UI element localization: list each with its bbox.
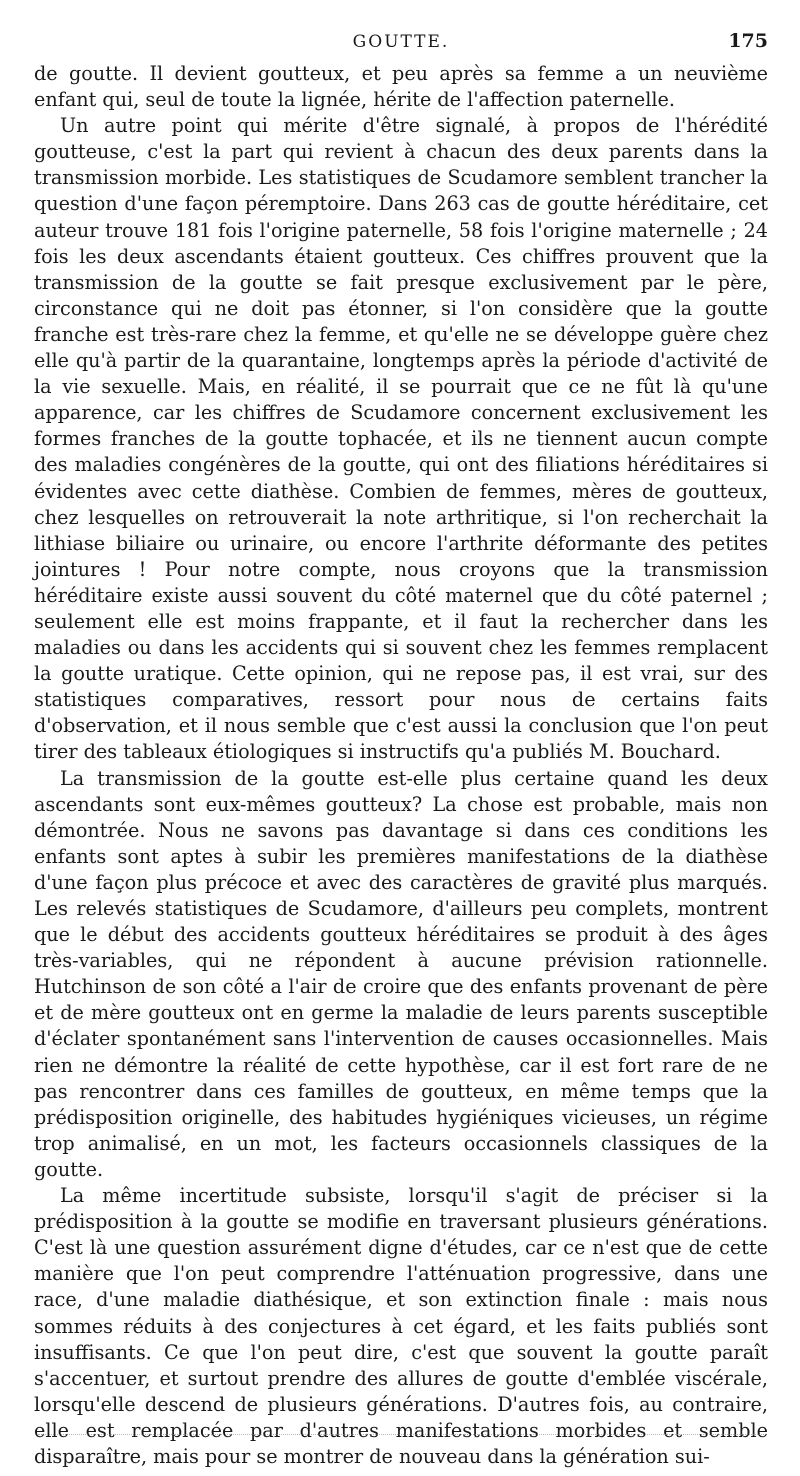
paragraph-continuation: de goutte. Il devient goutteux, et peu après sa femme a un neuvième enfant qui, seul de toute la lignée, hérite de l'affection paternelle. [34, 62, 768, 112]
paragraph-generations: La même incertitude subsiste, lorsqu'il s'agit de préciser si la prédisposition à la goutte se modifie en traversant plusieurs générations. C'est là une question assurément digne d'études, car ce n'est que de cette manière que l'on peut comprendre l'atténuation progressive, dans une race, d'une maladie diathésique, et son extinction finale : mais nous sommes réduits à des conjectures à cet égard, et les faits publiés sont insuffisants. Ce que l'on peut dire, c'est que souvent la goutte paraît s'accentuer, et surtout prendre des allures de goutte d'emblée viscérale, lorsqu'elle descend de plusieurs générations. D'autres fois, au contraire, elle est remplacée par d'autres manifestations morbides et semble disparaître, mais pour se montrer de nouveau dans la génération sui- [34, 1184, 768, 1468]
body-text [34, 61, 768, 1470]
page-number: 175 [728, 30, 768, 52]
running-title: GOUTTE. [352, 32, 450, 52]
paragraph-maternal-paternal-transmission: Un autre point qui mérite d'être signalé, à propos de l'hérédité goutteuse, c'est la part qui revient à chacun des deux parents dans la transmission morbide. Les statistiques de Scudamore semblent trancher la question d'une façon péremptoire. Dans 263 cas de goutte héréditaire, cet auteur trouve 181 fois l'origine paternelle, 58 fois l'origine maternelle ; 24 fois les deux ascendants étaient goutteux. Ces chiffres prouvent que la transmission de la goutte se fait presque exclusivement par le père, circonstance qui ne doit pas étonner, si l'on considère que la goutte franche est très-rare chez la femme, et qu'elle ne se développe guère chez elle qu'à partir de la quarantaine, longtemps après la période d'activité de la vie sexuelle. Mais, en réalité, il se pourrait que ce ne fût là qu'une apparence, car les chiffres de Scudamore concernent exclusivement les formes franches de la goutte tophacée, et ils ne tiennent aucun compte des maladies congénères de la goutte, qui ont des filiations héréditaires si évidentes avec cette diathèse. Combien de femmes, mères de goutteux, chez lesquelles on retrouverait la note arthritique, si l'on recherchait la lithiase biliaire ou urinaire, ou encore l'arthrite déformante des petites jointures ! Pour notre compte, nous croyons que la transmission héréditaire existe aussi souvent du côté maternel que du côté paternel ; seulement elle est moins frappante, et il faut la rechercher dans les maladies ou dans les accidents qui si souvent chez les femmes remplacent la goutte uratique. Cette opinion, qui ne repose pas, il est vrai, sur des statistiques comparatives, ressort pour nous de certains faits d'observation, et il nous semble que c'est aussi la conclusion que l'on peut tirer des tableaux étiologiques si instructifs qu'a publiés M. Bouchard. [34, 114, 768, 764]
bottom-bleed-line [38, 1434, 766, 1435]
running-head [34, 30, 768, 56]
paragraph-both-parents-gouty: La transmission de la goutte est-elle plus certaine quand les deux ascendants sont eux-mêmes goutteux? La chose est probable, mais non démontrée. Nous ne savons pas davantage si dans ces conditions les enfants sont aptes à subir les premières manifestations de la diathèse d'une façon plus précoce et avec des caractères de gravité plus marqués. Les relevés statistiques de Scudamore, d'ailleurs peu complets, montrent que le début des accidents goutteux héréditaires se produit à des âges très-variables, qui ne répondent à aucune prévision rationnelle. Hutchinson de son côté a l'air de croire que des enfants provenant de père et de mère goutteux ont en germe la maladie de leurs parents susceptible d'éclater spontanément sans l'intervention de causes occasionnelles. Mais rien ne démontre la réalité de cette hypothèse, car il est fort rare de ne pas rencontrer dans ces familles de goutteux, en même temps que la prédisposition originelle, des habitudes hygiéniques vicieuses, un régime trop animalisé, en un mot, les facteurs occasionnels classiques de la goutte. [34, 766, 768, 1181]
